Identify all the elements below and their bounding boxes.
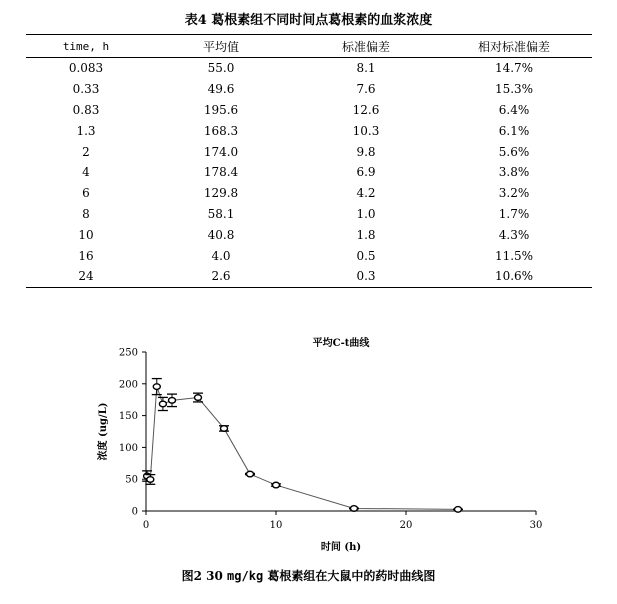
cell-mean: 49.6 [207, 82, 235, 97]
cell-sd: 10.3 [352, 123, 380, 138]
cell-rsd: 3.8% [498, 165, 530, 180]
cell-mean: 129.8 [203, 186, 239, 201]
cell-rsd: 6.1% [498, 123, 530, 138]
concentration-table [26, 34, 592, 288]
cell-mean: 55.0 [207, 61, 235, 76]
header-mean: 平均值 [146, 35, 296, 58]
cell-mean: 4.0 [211, 248, 231, 263]
table-row [26, 79, 592, 100]
table-row [26, 204, 592, 225]
cell-mean: 195.6 [203, 102, 239, 117]
data-point [247, 471, 254, 477]
cell-sd: 6.9 [356, 165, 376, 180]
x-axis-label: 时间 (h) [320, 542, 362, 553]
cell-rsd: 4.3% [498, 227, 530, 242]
x-tick-label: 0 [142, 520, 150, 531]
caption-prefix: 图2 30 [181, 569, 228, 583]
data-point [351, 506, 358, 512]
chart-title: 平均C-t曲线 [312, 338, 370, 349]
y-tick-label: 200 [118, 379, 138, 391]
series-line [147, 387, 458, 510]
cell-mean: 58.1 [207, 206, 235, 221]
cell-time: 10 [78, 227, 94, 242]
cell-sd: 9.8 [356, 144, 376, 159]
y-tick-label: 150 [118, 411, 138, 423]
cell-time: 8 [82, 206, 90, 221]
header-time: time, h [26, 35, 146, 58]
cell-rsd: 5.6% [498, 144, 530, 159]
cell-rsd: 15.3% [494, 82, 534, 97]
data-point [221, 426, 228, 432]
cell-sd: 7.6 [356, 82, 376, 97]
table-header-row [26, 35, 592, 58]
cell-sd: 0.3 [296, 266, 436, 287]
y-tick-label: 50 [125, 474, 138, 486]
y-tick-label: 0 [131, 506, 138, 518]
table-row [26, 183, 592, 204]
cell-sd: 0.5 [356, 248, 376, 263]
table-row [26, 224, 592, 245]
cell-mean: 168.3 [203, 123, 239, 138]
cell-sd: 8.1 [356, 61, 376, 76]
cell-time: 6 [82, 186, 90, 201]
cell-sd: 4.2 [356, 186, 376, 201]
cell-mean: 178.4 [203, 165, 239, 180]
figure-caption [0, 567, 617, 584]
y-tick-label: 100 [118, 442, 138, 454]
table-title: 表4 葛根素组不同时间点葛根素的血浆浓度 [184, 13, 433, 28]
cell-time: 0.83 [72, 102, 100, 117]
table-row [26, 141, 592, 162]
x-tick-label: 20 [399, 520, 413, 531]
cell-sd: 1.8 [356, 227, 376, 242]
cell-rsd: 14.7% [494, 61, 534, 76]
concentration-time-chart [80, 330, 560, 560]
cell-time: 0.083 [68, 61, 104, 76]
table-row [26, 245, 592, 266]
x-tick-label: 10 [269, 520, 283, 531]
cell-mean: 40.8 [207, 227, 235, 242]
caption-unit: mg/kg [227, 569, 264, 583]
table-row [26, 58, 592, 79]
x-tick-label: 30 [529, 520, 543, 531]
cell-rsd: 3.2% [498, 186, 530, 201]
data-point [153, 384, 160, 390]
cell-rsd: 10.6% [436, 266, 592, 287]
cell-sd: 12.6 [352, 102, 380, 117]
cell-sd: 1.0 [356, 206, 376, 221]
y-axis-label: 浓度 (ug/L) [98, 402, 109, 461]
cell-rsd: 11.5% [494, 248, 534, 263]
table-row [26, 266, 592, 287]
data-point [273, 482, 280, 488]
cell-time: 4 [82, 165, 90, 180]
cell-time: 2 [82, 144, 90, 159]
data-point [169, 398, 176, 404]
data-point [195, 395, 202, 401]
header-sd: 标准偏差 [296, 35, 436, 58]
cell-rsd: 1.7% [498, 206, 530, 221]
table-row [26, 120, 592, 141]
table-row [26, 100, 592, 121]
cell-time: 16 [78, 248, 94, 263]
data-point [147, 477, 154, 483]
cell-rsd: 6.4% [498, 102, 530, 117]
cell-mean: 2.6 [146, 266, 296, 287]
header-rsd: 相对标准偏差 [436, 35, 592, 58]
cell-mean: 174.0 [203, 144, 239, 159]
data-point [455, 507, 462, 513]
data-point [159, 401, 166, 407]
y-tick-label: 250 [118, 347, 138, 359]
table-row [26, 162, 592, 183]
caption-suffix: 葛根素组在大鼠中的药时曲线图 [263, 569, 436, 583]
cell-time: 1.3 [76, 123, 96, 138]
cell-time: 24 [26, 266, 146, 287]
cell-time: 0.33 [72, 82, 100, 97]
